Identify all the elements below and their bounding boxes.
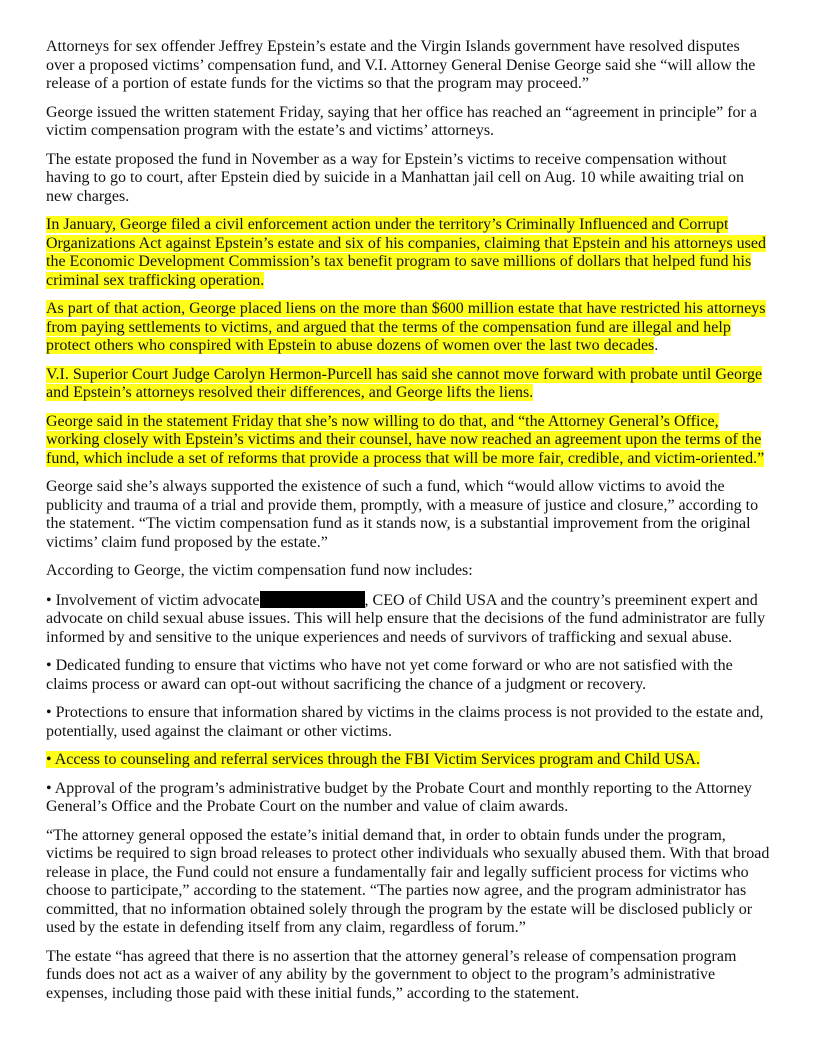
bullet-item-protections bbox=[46, 704, 770, 741]
paragraph-quote-text: “The attorney general opposed the estate’s initial demand that, in order to obtain funds under the program, victims be required to sign broad releases to protect other individuals who sexually abused them. With that broad release in place, the Fund could not ensure a fundamentally fair and legally sufficient process for victims who choose to participate,” according to the statement. “The parties now agree, and the program administrator has committed, that no information obtained solely through the program by the estate will be disclosed publicly or used by the estate in defending itself from any claim, regardless of forum.” bbox=[46, 826, 770, 936]
paragraph-2 bbox=[46, 104, 770, 141]
paragraph-9-text: According to George, the victim compensation fund now includes: bbox=[46, 562, 473, 579]
paragraph-3 bbox=[46, 151, 770, 207]
paragraph-final bbox=[46, 948, 770, 1004]
paragraph-7-highlighted bbox=[46, 413, 770, 469]
bullet-item-approval bbox=[46, 780, 770, 817]
paragraph-final-text: The estate “has agreed that there is no assertion that the attorney general’s release of compensation program funds does not act as a waiver of any ability by the government to object to the program’s administrative expenses, including those paid with these initial funds,” according to the statement. bbox=[46, 947, 737, 1002]
bullet-protections-text: • Protections to ensure that information shared by victims in the claims process is not provided to the estate and, potentially, used against the claimant or other victims. bbox=[46, 704, 764, 740]
paragraph-5-highlighted bbox=[46, 300, 770, 356]
paragraph-6-highlighted bbox=[46, 366, 770, 403]
bullet-item-advocate bbox=[46, 591, 770, 648]
bullet-funding-text: • Dedicated funding to ensure that victims who have not yet come forward or who are not satisfied with the claims process or award can opt-out without sacrificing the chance of a judgment or recovery. bbox=[46, 657, 733, 693]
paragraph-5-tail: . bbox=[654, 337, 659, 354]
bullet-advocate-lead: • Involvement of victim advocate bbox=[46, 591, 260, 609]
bullet-approval-text: • Approval of the program’s administrative budget by the Probate Court and monthly reporting to the Attorney General’s Office and the Probate Court on the number and value of claim awards. bbox=[46, 779, 752, 815]
paragraph-8 bbox=[46, 478, 770, 552]
bullet-item-funding bbox=[46, 657, 770, 694]
paragraph-1 bbox=[46, 38, 770, 94]
paragraph-quote bbox=[46, 827, 770, 938]
highlighted-text: • Access to counseling and referral services through the FBI Victim Services program and Child USA. bbox=[46, 751, 700, 768]
paragraph-3-text: The estate proposed the fund in November as a way for Epstein’s victims to receive compensation without having to go to court, after Epstein died by suicide in a Manhattan jail cell on Aug. 10 while awaiting trial on new charges. bbox=[46, 150, 745, 205]
highlighted-text: George said in the statement Friday that she’s now willing to do that, and “the Attorney General’s Office, working closely with Epstein’s victims and their counsel, have now reached an agreement upon the terms of the fund, which include a set of reforms that provide a process that will be more fair, credible, and victim-oriented.” bbox=[46, 412, 765, 467]
bullet-advocate-rest: , CEO of Child USA and the country’s preeminent expert and advocate on child sexual abuse issues. This will help ensure that the decisions of the fund administrator are fully informed by and sensitive to the unique experiences and needs of survivors of trafficking and sexual abuse. bbox=[46, 591, 766, 646]
highlighted-text: V.I. Superior Court Judge Carolyn Hermon-Purcell has said she cannot move forward with probate until George and Epstein’s attorneys resolved their differences, and George lifts the liens. bbox=[46, 365, 763, 401]
highlighted-text: In January, George filed a civil enforcement action under the territory’s Criminally Influenced and Corrupt Organizations Act against Epstein’s estate and six of his companies, claiming that Epstein and his attorneys used the Economic Development Commission’s tax benefit program to save millions of dollars that helped fund his criminal sex trafficking operation. bbox=[46, 216, 766, 289]
paragraph-4-highlighted bbox=[46, 216, 770, 290]
highlighted-text: As part of that action, George placed liens on the more than $600 million estate that have restricted his attorneys from paying settlements to victims, and argued that the terms of the compensation fund are illegal and help protect others who conspired with Epstein to abuse dozens of women over the last two decades bbox=[46, 300, 766, 354]
paragraph-2-text: George issued the written statement Friday, saying that her office has reached an “agreement in principle” for a victim compensation program with the estate’s and victims’ attorneys. bbox=[46, 103, 757, 139]
paragraph-9 bbox=[46, 562, 770, 581]
bullet-item-counseling-highlighted bbox=[46, 751, 770, 770]
paragraph-8-text: George said she’s always supported the existence of such a fund, which “would allow victims to avoid the publicity and trauma of a trial and provide them, promptly, with a measure of justice and closure,” according to the statement. “The victim compensation fund as it stands now, is a substantial improvement from the original victims’ claim fund proposed by the estate.” bbox=[46, 478, 759, 551]
paragraph-1-text: Attorneys for sex offender Jeffrey Epstein’s estate and the Virgin Islands government have resolved disputes over a proposed victims’ compensation fund, and V.I. Attorney General Denise George said she “will allow the release of a portion of estate funds for the victims so that the program may proceed.” bbox=[46, 38, 756, 92]
redaction-bar bbox=[260, 591, 365, 608]
